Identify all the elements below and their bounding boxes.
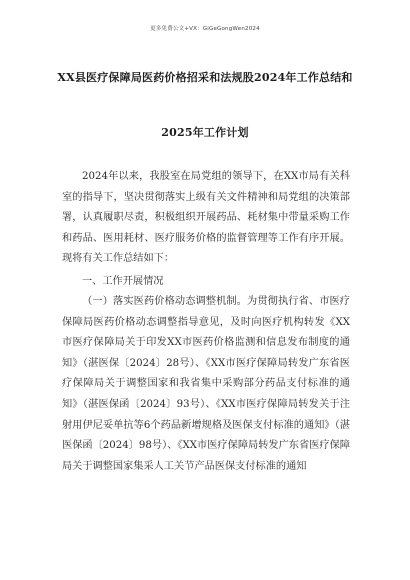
document-title-line-1: XX县医疗保障局医药价格招采和法规股2024年工作总结和 — [57, 71, 353, 84]
paragraph-1-text: 2024年以来，我股室在局党组的领导下，在XX市局有关科室的指导下，坚决贯彻落实上级有关文件精神和局党组的决策部署，认真履职尽责，积极组织开展药品、耗材集中带量采购工作和药品、医用耗材、医疗服务价格的监督管理等工作有序开展。现将有关工作总结如下： — [62, 171, 350, 265]
paragraph-2-text: （一）落实医药价格动态调整机制。为贯彻执行省、市医疗保障局医药价格动态调整指导意见，及时向医疗机构转发《XX市医疗保障局关于印发XX市医药价格监测和信息发布制度的通知》（湛医保〔2024〕28号）、《XX市医疗保障局转发广东省医疗保障局关于调整国家和我省集中采购部分药品支付标准的通知》（湛医保函〔2024〕93号）、《XX市医疗保障局转发关于注射用伊尼妥单抗等6个药品新增规格及医保支付标准的通知》（湛医保函〔2024〕98号）、《XX市医疗保障局转发广东省医疗保障局关于调整国家集采人工关节产品医保支付标准的通知 — [62, 296, 350, 472]
document-title-line-2: 2025年工作计划 — [161, 126, 249, 139]
section-heading: 一、工作开展情况 — [82, 276, 164, 287]
body-paragraph-1 — [62, 167, 350, 270]
body-paragraph-2 — [62, 292, 350, 477]
header-note: 更多免费公文+VX：GiGeGongWen2024 — [150, 26, 260, 32]
